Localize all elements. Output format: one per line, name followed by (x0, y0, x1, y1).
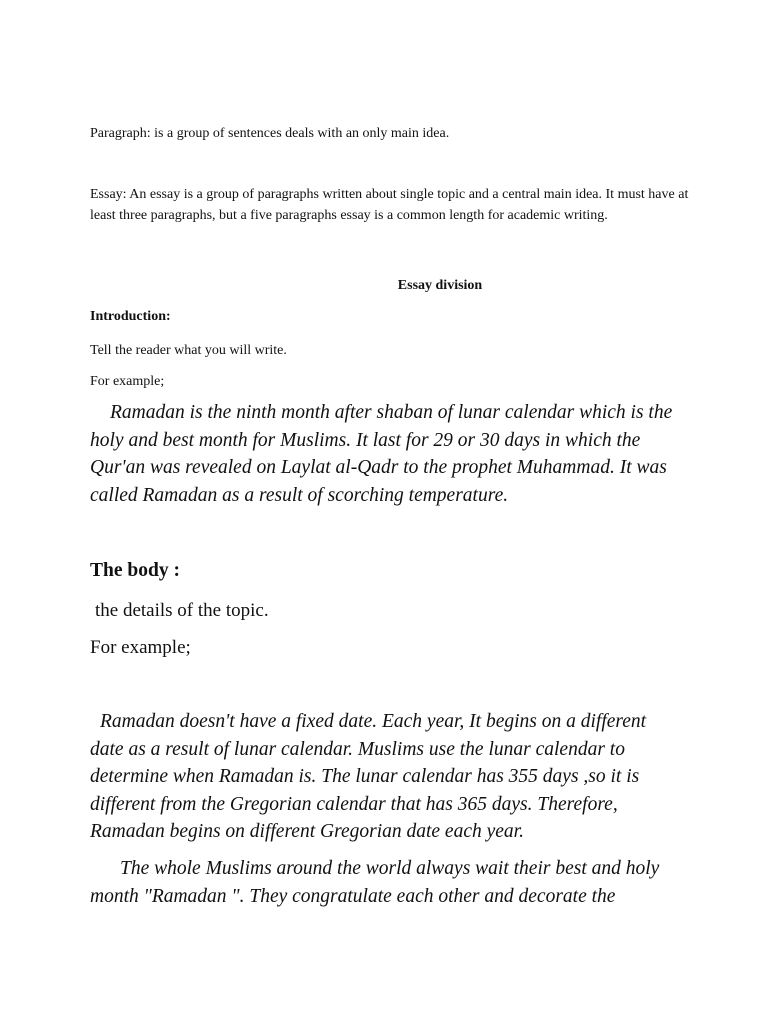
introduction-example-label: For example; (90, 374, 165, 389)
introduction-heading: Introduction: (90, 309, 171, 324)
body-description: the details of the topic. (95, 600, 269, 621)
introduction-description: Tell the reader what you will write. (90, 343, 287, 358)
section-title: Essay division (397, 278, 483, 293)
body-example-text-2: The whole Muslims around the world always wait their best and holy month "Ramadan ". They congratulate each other and decorate the (90, 858, 660, 907)
body-example-text-1: Ramadan doesn't have a fixed date. Each year, It begins on a different date as a result of lunar calendar. Muslims use the lunar calendar to determine when Ramadan is. The lunar calendar has 355 days ,so it is different from the Gregorian calendar that has 365 days. Therefore, Ramadan begins on different Gregorian date each year. (90, 711, 647, 842)
introduction-example-text: Ramadan is the ninth month after shaban of lunar calendar which is the holy and best month for Muslims. It last for 29 or 30 days in which the Qur'an was revealed on Laylat al-Qadr to the prophet Muhammad. It was called Ramadan as a result of scorching temperature. (90, 402, 673, 506)
body-heading: The body : (90, 560, 180, 581)
essay-definition: Essay: An essay is a group of paragraphs written about single topic and a central main idea. It must have at least three paragraphs, but a five paragraphs essay is a common length for academic writing. (90, 187, 689, 223)
paragraph-definition: Paragraph: is a group of sentences deals with an only main idea. (90, 126, 450, 141)
body-example-label: For example; (90, 637, 191, 658)
